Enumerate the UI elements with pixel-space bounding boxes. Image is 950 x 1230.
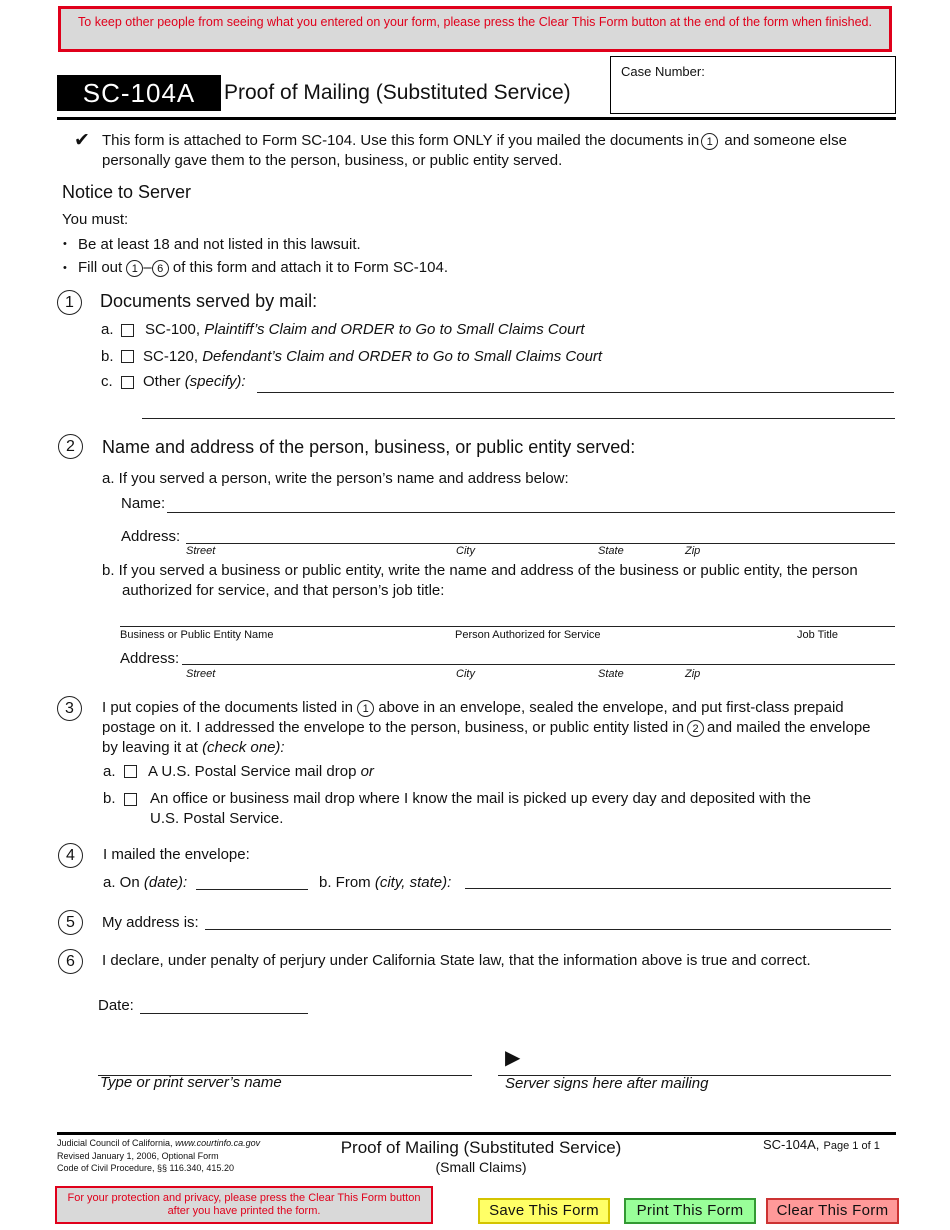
person-authorized-caption: Person Authorized for Service <box>455 629 601 641</box>
name-label: Name: <box>121 495 166 512</box>
mailed-from-field[interactable] <box>465 888 891 889</box>
business-name-caption: Business or Public Entity Name <box>120 629 274 641</box>
item-1b-letter: b. <box>101 348 114 365</box>
footer-rule <box>57 1132 896 1135</box>
intro-line-2: personally gave them to the person, business, or public entity served. <box>102 152 563 169</box>
item-3b-line-2: U.S. Postal Service. <box>150 810 284 827</box>
declaration-date-field[interactable] <box>140 1013 308 1014</box>
case-number-box[interactable] <box>610 56 896 114</box>
date-label: Date: <box>98 997 134 1014</box>
section-2-heading: Name and address of the person, business, or public entity served: <box>102 437 636 457</box>
ref-circle-1: 1 <box>701 133 718 150</box>
state-caption-2: State <box>598 668 624 680</box>
business-address-field[interactable] <box>182 664 895 665</box>
footer-center <box>300 1137 662 1176</box>
street-caption: Street <box>186 545 216 557</box>
ref-circle-2: 2 <box>687 720 704 737</box>
item-2b-line-2: authorized for service, and that person’s job title: <box>122 582 445 599</box>
item-3b-letter: b. <box>103 790 116 807</box>
bullet-icon: • <box>63 238 67 250</box>
zip-caption-2: Zip <box>685 668 701 680</box>
section-3-line-3: by leaving it at (check one): <box>102 739 285 756</box>
form-id-badge <box>57 75 221 111</box>
printed-name-caption: Type or print server’s name <box>100 1074 282 1091</box>
section-3-line-1: I put copies of the documents listed in 1 above in an envelope, sealed the envelope, and put first-class prepaid <box>102 699 844 716</box>
section-number-6: 6 <box>58 949 83 974</box>
signature-arrow-icon: ▶ <box>505 1047 521 1069</box>
checkbox-other[interactable] <box>121 376 134 389</box>
save-form-button[interactable]: Save This Form <box>478 1198 610 1224</box>
section-number-3: 3 <box>57 696 82 721</box>
clear-form-button[interactable]: Clear This Form <box>766 1198 899 1224</box>
ref-circle-6: 6 <box>152 260 169 277</box>
street-caption-2: Street <box>186 668 216 680</box>
declaration-text: I declare, under penalty of perjury under California State law, that the information above is true and correct. <box>102 952 811 969</box>
item-3a-text: A U.S. Postal Service mail drop or <box>148 763 374 780</box>
notice-heading: Notice to Server <box>62 182 192 202</box>
signature-caption: Server signs here after mailing <box>505 1075 709 1092</box>
section-number-1: 1 <box>57 290 82 315</box>
person-address-field[interactable] <box>186 543 895 544</box>
item-1a-letter: a. <box>101 321 114 338</box>
item-1c-text: Other (specify): <box>143 373 246 390</box>
address-label: Address: <box>121 528 181 545</box>
check-mark-icon: ✔ <box>74 130 90 151</box>
item-2a-text: a. If you served a person, write the person’s name and address below: <box>102 470 569 487</box>
footer-left-line-3: Code of Civil Procedure, §§ 116.340, 415.20 <box>57 1163 234 1173</box>
my-address-field[interactable] <box>205 929 891 930</box>
item-3b-line-1: An office or business mail drop where I know the mail is picked up every day and deposited with the <box>150 790 811 807</box>
header-rule <box>57 117 896 120</box>
mailed-on-label: a. On (date): <box>103 874 188 891</box>
form-id: SC-104A <box>82 78 196 108</box>
item-1b-text: SC-120, Defendant’s Claim and ORDER to Go to Small Claims Court <box>143 348 603 365</box>
item-2b-line-1: b. If you served a business or public entity, write the name and address of the business or public entity, the person <box>102 562 858 579</box>
footer-subtitle: (Small Claims) <box>435 1159 527 1175</box>
top-privacy-notice <box>58 6 892 52</box>
zip-caption: Zip <box>685 545 701 557</box>
mailed-date-field[interactable] <box>196 889 308 890</box>
job-title-caption: Job Title <box>797 629 838 641</box>
bullet-icon: • <box>63 262 67 274</box>
footer-left-line-2: Revised January 1, 2006, Optional Form <box>57 1151 219 1161</box>
checkbox-postal-mail-drop[interactable] <box>124 765 137 778</box>
state-caption: State <box>598 545 624 557</box>
section-1-heading: Documents served by mail: <box>100 291 318 311</box>
notice-bullet-1: Be at least 18 and not listed in this lawsuit. <box>78 236 361 253</box>
city-caption: City <box>456 545 475 557</box>
case-number-label: Case Number: <box>621 64 705 79</box>
checkbox-sc120[interactable] <box>121 350 134 363</box>
city-caption-2: City <box>456 668 475 680</box>
section-number-5: 5 <box>58 910 83 935</box>
section-3-line-2: postage on it. I addressed the envelope to the person, business, or public entity listed in 2 and mailed the envelope <box>102 719 871 736</box>
footer-title: Proof of Mailing (Substituted Service) <box>340 1138 622 1157</box>
item-1c-letter: c. <box>101 373 113 390</box>
form-title: Proof of Mailing (Substituted Service) <box>224 81 571 104</box>
bottom-privacy-notice <box>55 1186 433 1224</box>
other-specify-field-2[interactable] <box>142 418 895 419</box>
top-notice-text: To keep other people from seeing what you entered on your form, please press the Clear This Form button at the end of the form when finished. <box>78 15 872 29</box>
section-number-2: 2 <box>58 434 83 459</box>
person-name-field[interactable] <box>167 512 895 513</box>
checkbox-sc100[interactable] <box>121 324 134 337</box>
footer-right: SC-104A, Page 1 of 1 <box>763 1137 880 1152</box>
item-1a-text: SC-100, Plaintiff’s Claim and ORDER to Go to Small Claims Court <box>145 321 585 338</box>
ref-circle-1: 1 <box>126 260 143 277</box>
my-address-label: My address is: <box>102 914 199 931</box>
other-specify-field-1[interactable] <box>257 392 894 393</box>
intro-line-1: This form is attached to Form SC-104. Use this form ONLY if you mailed the documents in 1 and someone else <box>102 132 847 149</box>
section-4-heading: I mailed the envelope: <box>103 846 250 863</box>
footer-left-line-1: Judicial Council of California, www.courtinfo.ca.gov <box>57 1138 261 1148</box>
mailed-from-label: b. From (city, state): <box>319 874 452 891</box>
notice-bullet-2: Fill out 1 – 6 of this form and attach it to Form SC-104. <box>78 259 448 276</box>
address-label-2: Address: <box>120 650 180 667</box>
you-must-label: You must: <box>62 211 129 228</box>
bottom-notice-text: For your protection and privacy, please press the Clear This Form button after you have printed the form. <box>67 1192 421 1217</box>
business-info-field[interactable] <box>120 626 895 627</box>
item-3a-letter: a. <box>103 763 116 780</box>
ref-circle-1: 1 <box>357 700 374 717</box>
print-form-button[interactable]: Print This Form <box>624 1198 756 1224</box>
section-number-4: 4 <box>58 843 83 868</box>
checkbox-office-mail-drop[interactable] <box>124 793 137 806</box>
